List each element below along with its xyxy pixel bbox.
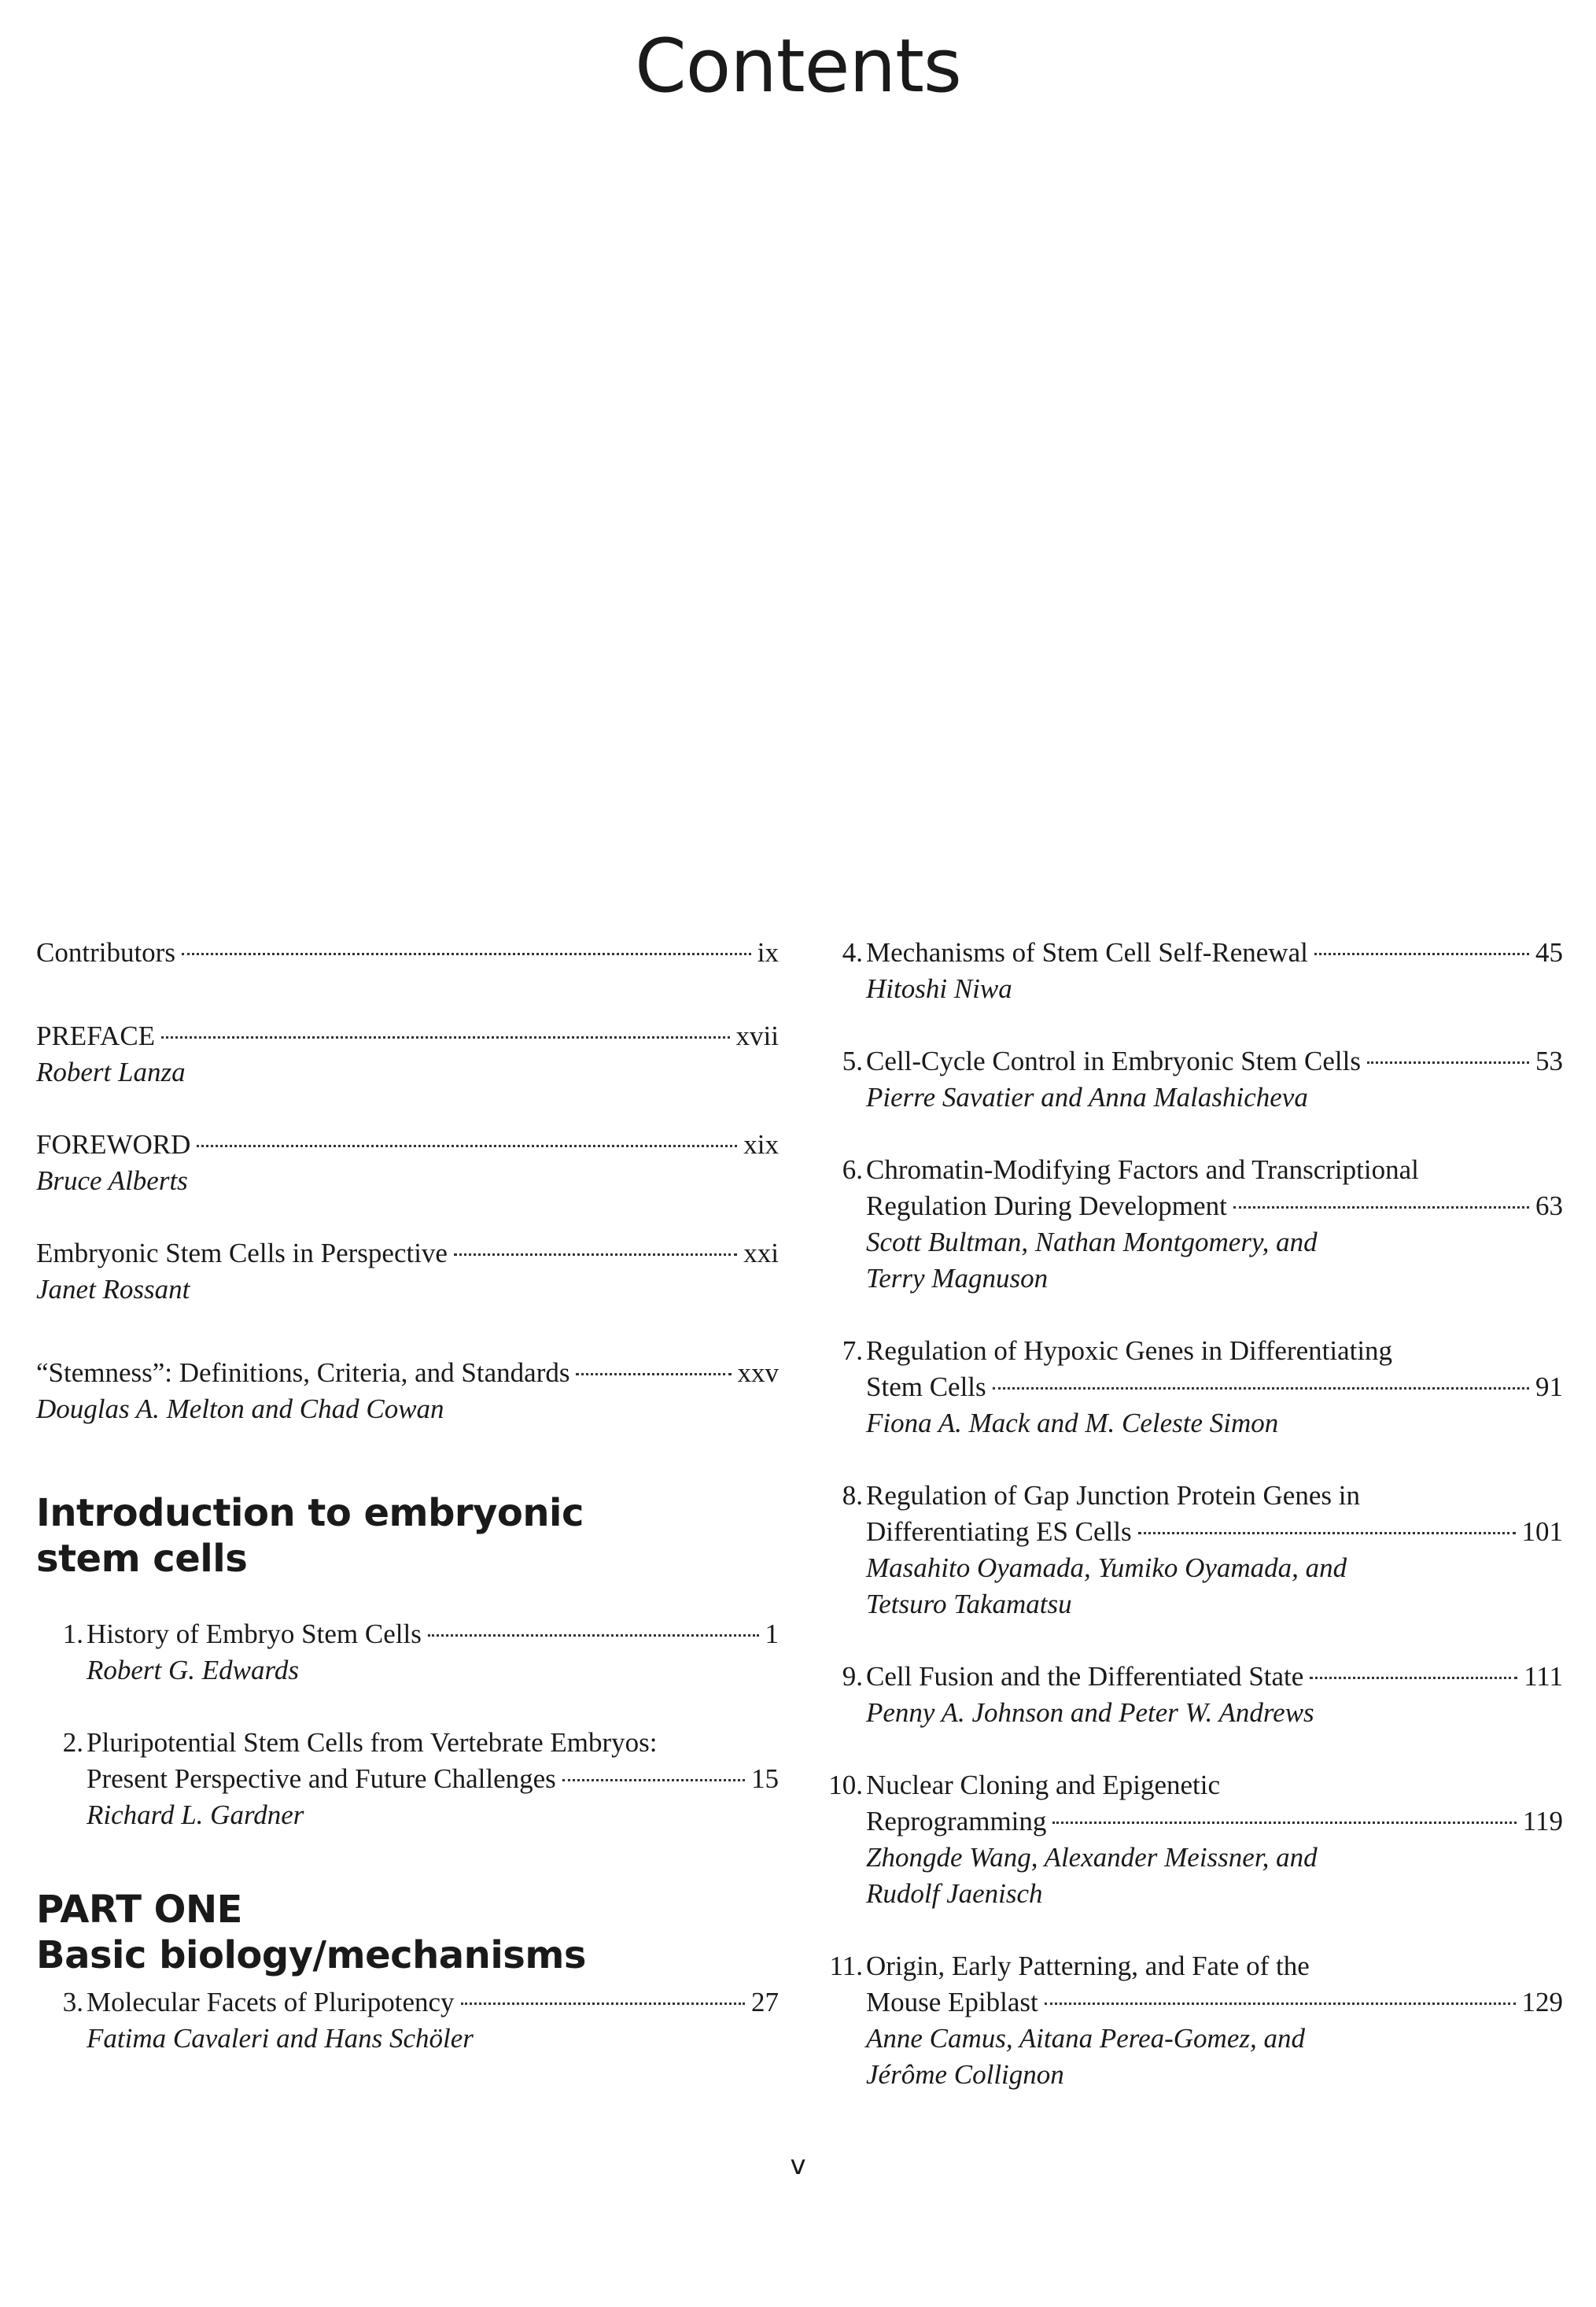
entry-author: Bruce Alberts <box>36 1165 188 1196</box>
entry-author: Robert Lanza <box>36 1057 186 1087</box>
toc-chapter-3[interactable] <box>36 1984 779 2057</box>
chapter-page: 53 <box>1535 1046 1563 1076</box>
chapter-page: 129 <box>1521 1987 1563 2017</box>
chapter-author: Tetsuro Takamatsu <box>866 1589 1072 1619</box>
toc-chapter-2[interactable] <box>36 1725 779 1833</box>
chapter-title-line: Pluripotential Stem Cells from Vertebrate Embryos: <box>87 1727 658 1758</box>
toc-entry-contributors[interactable] <box>36 935 779 971</box>
entry-page: xxv <box>737 1357 779 1388</box>
chapter-author: Zhongde Wang, Alexander Meissner, and <box>866 1842 1318 1873</box>
intro-section-heading: Introduction to embryonic stem cells <box>36 1491 584 1581</box>
toc-right-column <box>808 935 1563 2093</box>
chapter-number: 9. <box>842 1661 863 1692</box>
chapter-author: Jérôme Collignon <box>866 2059 1064 2090</box>
chapter-page: 119 <box>1522 1806 1563 1836</box>
chapter-author: Fatima Cavaleri and Hans Schöler <box>87 2023 474 2054</box>
entry-title: “Stemness”: Definitions, Criteria, and Standards <box>36 1357 570 1388</box>
chapter-title: Reprogramming <box>866 1806 1047 1836</box>
chapter-number: 11. <box>829 1951 863 1981</box>
toc-chapter-9[interactable] <box>808 1659 1563 1731</box>
chapter-title: Molecular Facets of Pluripotency <box>87 1987 455 2017</box>
chapter-page: 91 <box>1535 1371 1563 1402</box>
entry-author: Janet Rossant <box>36 1274 190 1305</box>
toc-entry-perspective[interactable] <box>36 1235 779 1308</box>
chapter-title: Cell Fusion and the Differentiated State <box>866 1661 1304 1692</box>
entry-title: Contributors <box>36 937 175 968</box>
toc-left-column <box>36 935 779 2057</box>
chapter-author: Pierre Savatier and Anna Malashicheva <box>866 1082 1308 1113</box>
chapter-title: History of Embryo Stem Cells <box>87 1619 422 1649</box>
chapter-title-line: Chromatin-Modifying Factors and Transcriptional <box>866 1154 1419 1185</box>
page-title: Contents <box>635 24 961 109</box>
entry-author: Douglas A. Melton and Chad Cowan <box>36 1393 444 1424</box>
chapter-page: 101 <box>1521 1516 1563 1547</box>
entry-page: ix <box>757 937 779 968</box>
toc-entry-stemness[interactable] <box>36 1355 779 1427</box>
entry-page: xix <box>743 1129 779 1160</box>
chapter-title: Regulation During Development <box>866 1190 1227 1221</box>
toc-chapter-7[interactable] <box>808 1333 1563 1441</box>
chapter-title-line: Origin, Early Patterning, and Fate of the <box>866 1951 1310 1981</box>
toc-chapter-11[interactable] <box>808 1948 1563 2093</box>
toc-chapter-6[interactable] <box>808 1152 1563 1297</box>
chapter-title: Mechanisms of Stem Cell Self-Renewal <box>866 937 1308 968</box>
entry-title: PREFACE <box>36 1021 156 1051</box>
chapter-author: Masahito Oyamada, Yumiko Oyamada, and <box>866 1552 1347 1583</box>
chapter-number: 2. <box>62 1727 83 1758</box>
chapter-author: Rudolf Jaenisch <box>866 1878 1043 1909</box>
chapter-author: Fiona A. Mack and M. Celeste Simon <box>866 1408 1279 1438</box>
chapter-author: Penny A. Johnson and Peter W. Andrews <box>866 1697 1314 1728</box>
entry-title: Embryonic Stem Cells in Perspective <box>36 1238 448 1268</box>
chapter-page: 63 <box>1535 1190 1563 1221</box>
chapter-title: Differentiating ES Cells <box>866 1516 1132 1547</box>
chapter-title-line: Nuclear Cloning and Epigenetic <box>866 1770 1220 1800</box>
chapter-title: Present Perspective and Future Challenges <box>87 1763 556 1794</box>
entry-title: FOREWORD <box>36 1129 191 1160</box>
toc-entry-foreword[interactable] <box>36 1127 779 1199</box>
chapter-number: 6. <box>842 1154 863 1185</box>
chapter-author: Richard L. Gardner <box>87 1799 304 1830</box>
chapter-number: 4. <box>842 937 863 968</box>
toc-chapter-4[interactable] <box>808 935 1563 1007</box>
chapter-author: Robert G. Edwards <box>87 1655 299 1685</box>
chapter-title: Stem Cells <box>866 1371 986 1402</box>
entry-page: xxi <box>743 1238 779 1268</box>
chapter-title: Mouse Epiblast <box>866 1987 1038 2017</box>
page-number: v <box>790 2150 806 2181</box>
toc-chapter-5[interactable] <box>808 1043 1563 1116</box>
chapter-author: Hitoshi Niwa <box>866 973 1012 1004</box>
chapter-page: 45 <box>1535 937 1563 968</box>
entry-page: xvii <box>735 1021 779 1051</box>
chapter-author: Scott Bultman, Nathan Montgomery, and <box>866 1227 1318 1257</box>
chapter-page: 1 <box>765 1619 779 1649</box>
toc-entry-preface[interactable] <box>36 1018 779 1091</box>
chapter-number: 1. <box>62 1619 83 1649</box>
chapter-number: 7. <box>842 1335 863 1366</box>
chapter-number: 3. <box>62 1987 83 2017</box>
chapter-page: 27 <box>751 1987 779 2017</box>
chapter-number: 8. <box>842 1480 863 1511</box>
toc-chapter-8[interactable] <box>808 1478 1563 1622</box>
chapter-author: Terry Magnuson <box>866 1263 1049 1294</box>
part-one-heading: PART ONE Basic biology/mechanisms <box>36 1888 586 1977</box>
chapter-page: 111 <box>1524 1661 1563 1692</box>
chapter-title: Cell-Cycle Control in Embryonic Stem Cells <box>866 1046 1361 1076</box>
chapter-number: 5. <box>842 1046 863 1076</box>
chapter-title-line: Regulation of Gap Junction Protein Genes in <box>866 1480 1360 1511</box>
toc-chapter-10[interactable] <box>808 1767 1563 1912</box>
chapter-number: 10. <box>828 1770 863 1800</box>
chapter-author: Anne Camus, Aitana Perea-Gomez, and <box>866 2023 1305 2054</box>
chapter-title-line: Regulation of Hypoxic Genes in Differentiating <box>866 1335 1393 1366</box>
chapter-page: 15 <box>751 1763 779 1794</box>
toc-chapter-1[interactable] <box>36 1616 779 1689</box>
